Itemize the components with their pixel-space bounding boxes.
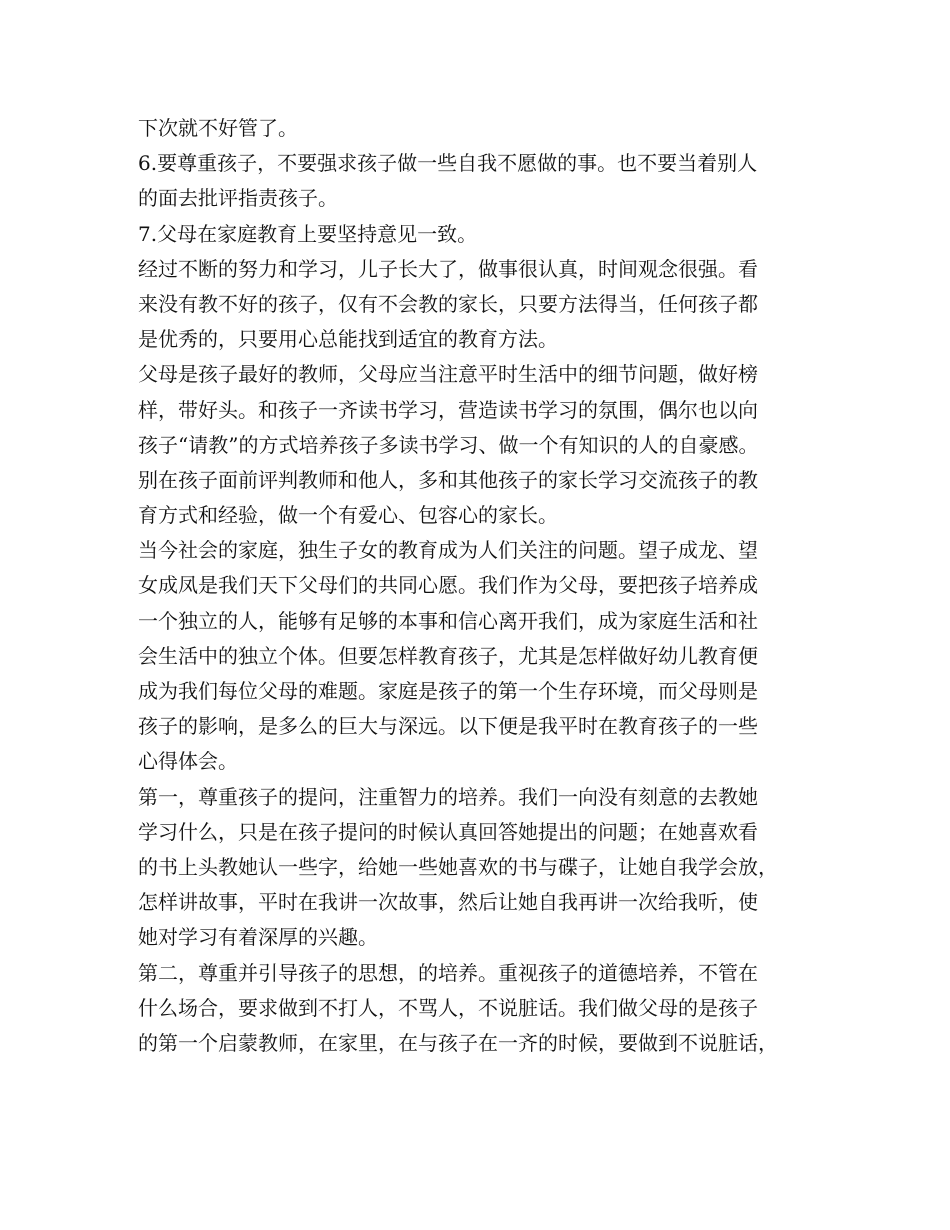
text-line: 女成凤是我们天下父母们的共同心愿。我们作为父母，要把孩子培养成 [138,573,758,598]
text-line: 会生活中的独立个体。但要怎样教育孩子，尤其是怎样做好幼儿教育便 [138,643,758,668]
text-line: 下次就不好管了。 [138,116,298,140]
text-line: 什么场合，要求做到不打人，不骂人，不说脏话。我们做父母的是孩子 [138,995,758,1020]
text-line: 别在孩子面前评判教师和他人，多和其他孩子的家长学习交流孩子的教 [138,467,758,492]
text-line: 孩子的影响，是多么的巨大与深远。以下便是我平时在教育孩子的一些 [138,714,758,739]
text-line: 成为我们每位父母的难题。家庭是孩子的第一个生存环境，而父母则是 [138,679,758,703]
text-line: 样，带好头。和孩子一齐读书学习，营造读书学习的氛围，偶尔也以向 [138,397,758,422]
text-line: 6.要尊重孩子，不要强求孩子做一些自我不愿做的事。也不要当着别人 [138,151,758,176]
text-line: 的面去批评指责孩子。 [138,186,338,211]
text-line: 怎样讲故事，平时在我讲一次故事，然后让她自我再讲一次给我听，使 [138,890,758,915]
text-line: 7.父母在家庭教育上要坚持意见一致。 [138,221,478,246]
text-line: 育方式和经验，做一个有爱心、包容心的家长。 [138,503,558,528]
text-line: 父母是孩子最好的教师，父母应当注意平时生活中的细节问题，做好榜 [138,362,758,387]
text-line: 她对学习有着深厚的兴趣。 [138,925,378,950]
text-line: 来没有教不好的孩子，仅有不会教的家长，只要方法得当，任何孩子都 [138,291,758,316]
text-line: 当今社会的家庭，独生子女的教育成为人们关注的问题。望子成龙、望 [138,538,758,563]
text-line: 的书上头教她认一些字，给她一些她喜欢的书与碟子，让她自我学会放， [138,854,778,879]
text-line: 第一，尊重孩子的提问，注重智力的培养。我们一向没有刻意的去教她 [138,784,758,809]
text-line: 孩子“请教”的方式培养孩子多读书学习、做一个有知识的人的自豪感。 [138,432,759,457]
text-line: 经过不断的努力和学习，儿子长大了，做事很认真，时间观念很强。看 [138,256,758,281]
text-line: 是优秀的，只要用心总能找到适宜的教育方法。 [138,327,558,352]
text-line: 第二，尊重并引导孩子的思想，的培养。重视孩子的道德培养，不管在 [138,960,758,985]
text-line: 学习什么，只是在孩子提问的时候认真回答她提出的问题；在她喜欢看 [138,819,758,844]
document-body [138,111,818,1061]
text-line: 心得体会。 [138,749,238,774]
text-line: 一个独立的人，能够有足够的本事和信心离开我们，成为家庭生活和社 [138,608,758,633]
text-line: 的第一个启蒙教师，在家里，在与孩子在一齐的时候，要做到不说脏话， [138,1030,778,1055]
